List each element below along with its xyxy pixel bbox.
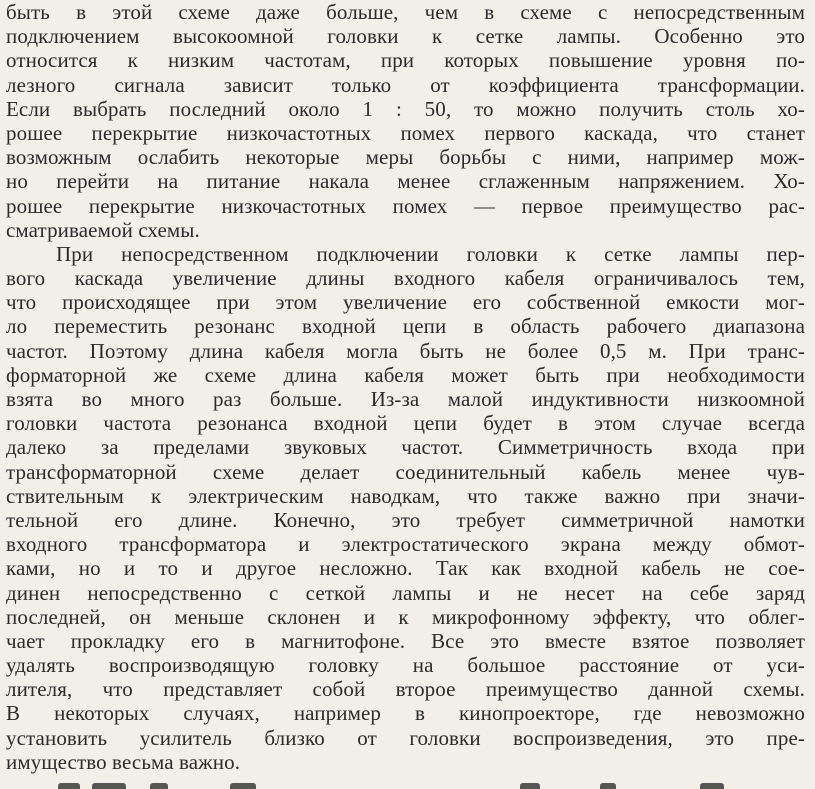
- text-line: взята во много раз больше. Из-за малой индуктивности низкоомной: [6, 387, 805, 411]
- text-line: лителя, что представляет собой второе преимущество данной схемы.: [6, 677, 805, 702]
- text-line: ло переместить резонанс входной цепи в область рабочего диапазона: [6, 314, 805, 339]
- text-line: ками, но и то и другое несложно. Так как входной кабель не сое-: [6, 556, 805, 581]
- text-line: частот. Поэтому длина кабеля могла быть не более 0,5 м. При транс-: [6, 338, 805, 363]
- paragraph-2: [6, 242, 805, 774]
- text-line: динен непосредственно с сеткой лампы и не несет на себе заряд: [6, 580, 805, 605]
- text-line: рошее перекрытие низкочастотных помех первого каскада, что станет: [6, 120, 805, 145]
- text-line: но перейти на питание накала менее сглаженным напряжением. Хо-: [6, 169, 805, 194]
- glyph-fragment: [600, 783, 616, 789]
- text-line: ствительным к электрическим наводкам, что также важно при значи-: [6, 483, 805, 508]
- text-line: что происходящее при этом увеличение его собственной емкости мог-: [6, 290, 805, 315]
- text-line: подключением высокоомной головки к сетке лампы. Особенно это: [6, 24, 805, 49]
- text-line: При непосредственном подключении головки к сетке лампы пер-: [56, 241, 805, 266]
- text-line: головки частота резонанса входной цепи будет в этом случае всегда: [6, 411, 805, 436]
- glyph-fragment: [700, 783, 724, 789]
- glyph-fragment: [92, 783, 126, 789]
- glyph-fragment: [58, 783, 80, 789]
- text-line: относится к низким частотам, при которых повышение уровня по-: [6, 48, 805, 73]
- glyph-fragment: [150, 783, 168, 789]
- text-line: лезного сигнала зависит только от коэффициента трансформации.: [6, 72, 805, 97]
- text-line: установить усилитель близко от головки воспроизведения, это пре-: [6, 725, 805, 750]
- text-line: Если выбрать последний около 1 : 50, то можно получить столь хо-: [6, 96, 805, 121]
- text-body: [6, 0, 805, 774]
- text-line: трансформаторной схеме делает соединительный кабель менее чув-: [6, 459, 805, 484]
- text-line: далеко за пределами звуковых частот. Симметричность входа при: [6, 435, 805, 460]
- text-line: чает прокладку его в магнитофоне. Все это вместе взятое позволяет: [6, 628, 805, 653]
- cut-off-next-line: [0, 777, 815, 789]
- glyph-fragment: [520, 783, 540, 789]
- glyph-fragment: [230, 783, 256, 789]
- text-line: последней, он меньше склонен и к микрофонному эффекту, что облег-: [6, 604, 805, 629]
- text-line: быть в этой схеме даже больше, чем в схеме с непосредственным: [6, 0, 805, 24]
- text-line: удалять воспроизводящую головку на большое расстояние от уси-: [6, 653, 805, 678]
- text-line: тельной его длине. Конечно, это требует симметричной намотки: [6, 507, 805, 532]
- text-line: форматорной же схеме длина кабеля может быть при необходимости: [6, 362, 805, 387]
- text-line: сматриваемой схемы.: [6, 217, 200, 242]
- text-line: рошее перекрытие низкочастотных помех — первое преимущество рас-: [6, 193, 805, 218]
- text-line: возможным ослабить некоторые меры борьбы с ними, например мож-: [6, 145, 805, 170]
- text-line: имущество весьма важно.: [6, 749, 241, 774]
- paragraph-1: [6, 0, 805, 242]
- text-line: В некоторых случаях, например в кинопроекторе, где невозможно: [6, 701, 805, 726]
- text-line: вого каскада увеличение длины входного кабеля ограничивалось тем,: [6, 266, 805, 291]
- text-line: входного трансформатора и электростатического экрана между обмот-: [6, 532, 805, 557]
